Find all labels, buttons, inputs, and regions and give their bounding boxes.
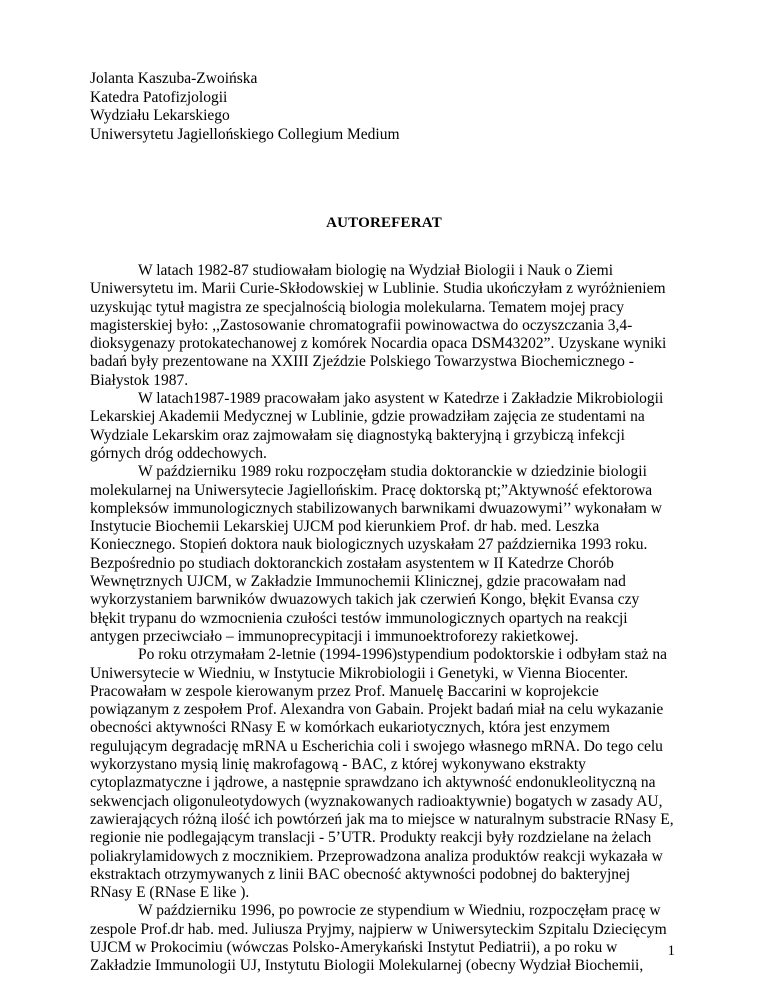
body-line: W październiku 1989 roku rozpoczęłam studia doktoranckie w dziedzinie biologii <box>138 463 647 481</box>
author-block <box>90 70 400 144</box>
body-line: kompleksów immunologicznych stabilizowanych barwnikami dwuazowymi’’ wykonałam w <box>90 499 662 517</box>
body-line: Pracowałam w zespole kierowanym przez Prof. Manuelę Baccarini w koprojekcie <box>90 682 599 700</box>
faculty-line: Wydziału Lekarskiego <box>90 107 230 124</box>
body-line: Po roku otrzymałam 2-letnie (1994-1996)stypendium podoktorskie i odbyłam staż na <box>138 646 668 664</box>
body-line: uzyskując tytuł magistra ze specjalnością biologia molekularna. Tematem mojej pracy <box>90 298 625 316</box>
department-line: Katedra Patofizjologii <box>90 88 228 106</box>
body-line: dioksygenazy protokatechanowej z komórek Nocardia opaca DSM43202”. Uzyskane wyniki <box>90 335 667 353</box>
body-line: Lekarskiej Akademii Medycznej w Lublinie, gdzie prowadziłam zajęcia ze studentami na <box>90 408 645 426</box>
body-line: powiązanym z zespołem Prof. Alexandra von Gabain. Projekt badań miał na celu wykazanie <box>90 701 664 719</box>
body-line: zespole Prof.dr hab. med. Juliusza Pryjmy, najpierw w Uniwersyteckim Szpitalu Dziecięcym <box>90 920 667 938</box>
body-line: zawierających różną ilość ich powtórzeń jak ma to miejsce w naturalnym substracie RNasy E, <box>90 810 674 828</box>
body-line: wykorzystano mysią linię makrofagową - BAC, z której wykonywano ekstrakty <box>90 756 586 774</box>
body-line: cytoplazmatyczne i jądrowe, a następnie sprawdzano ich aktywność endonukleolityczną na <box>90 774 656 792</box>
body-line: Uniwersytetu im. Marii Curie-Skłodowskiej w Lublinie. Studia ukończyłam z wyróżnieniem <box>90 280 666 298</box>
body-line: Bezpośrednio po studiach doktoranckich zostałam asystentem w II Katedrze Chorób <box>90 554 614 572</box>
body-line: badań były prezentowane na XXIII Zjeździe Polskiego Towarzystwa Biochemicznego - <box>90 353 634 371</box>
body-line: W październiku 1996, po powrocie ze stypendium w Wiedniu, rozpoczęłam pracę w <box>138 902 661 920</box>
body-line: Wewnętrznych UJCM, w Zakładzie Immunochemii Klinicznej, gdzie pracowałam nad <box>90 573 626 591</box>
body-line: UJCM w Prokocimiu (wówczas Polsko-Amerykański Instytut Pediatrii), a po roku w <box>90 938 618 956</box>
body-line: Białystok 1987. <box>90 371 189 389</box>
body-line: sekwencjach oligonuleotydowych (wyznakowanych radioaktywnie) bogatych w zasady AU, <box>90 792 663 810</box>
body-line: antygen przeciwciało – immunoprecypitacji i immunoektroforezy rakietkowej. <box>90 627 579 645</box>
body-line: molekularnej na Uniwersytecie Jagiellońskim. Pracę doktorską pt;”Aktywność efektorowa <box>90 481 653 499</box>
author-name: Jolanta Kaszuba-Zwoińska <box>90 70 258 87</box>
document-title: AUTOREFERAT <box>326 215 442 231</box>
body-line: ekstraktach otrzymywanych z linii BAC obecność aktywności podobnej do bakteryjnej <box>90 865 631 883</box>
document-body <box>90 262 690 976</box>
body-line: RNasy E (RNase E like ). <box>90 884 250 902</box>
body-line: błękit trypanu do wzmocnienia czułości testów immunologicznych opartych na reakcji <box>90 609 628 627</box>
body-line: Uniwersytecie w Wiedniu, w Instytucie Mikrobiologii i Genetyki, w Vienna Biocenter. <box>90 664 629 682</box>
body-line: regionie nie podlegającym translacji - 5’UTR. Produkty reakcji były rozdzielane na żelach <box>90 829 652 847</box>
body-line: W latach1987-1989 pracowałam jako asystent w Katedrze i Zakładzie Mikrobiologii <box>138 390 664 408</box>
body-line: poliakrylamidowych z mocznikiem. Przeprowadzona analiza produktów reakcji wykazała w <box>90 847 663 865</box>
body-line: Zakładzie Immunologii UJ, Instytutu Biologii Molekularnej (obecny Wydział Biochemii, <box>90 957 644 975</box>
body-line: Wydziale Lekarskim oraz zajmowałam się diagnostyką bakteryjną i grzybiczą infekcji <box>90 426 625 444</box>
body-line: magisterskiej było: ,,Zastosowanie chromatografii powinowactwa do oczyszczania 3,4- <box>90 316 633 334</box>
body-line: obecności aktywności RNasy E w komórkach eukariotycznych, która jest enzymem <box>90 719 610 737</box>
body-line: W latach 1982-87 studiowałam biologię na Wydział Biologii i Nauk o Ziemi <box>138 262 614 279</box>
body-line: wykorzystaniem barwników dwuazowych takich jak czerwień Kongo, błękit Evansa czy <box>90 591 640 609</box>
body-line: górnych dróg oddechowych. <box>90 444 267 462</box>
university-line: Uniwersytetu Jagiellońskiego Collegium Medium <box>90 125 400 143</box>
body-line: regulującym degradację mRNA u Escherichia coli i swojego własnego mRNA. Do tego celu <box>90 737 663 755</box>
page-number: 1 <box>667 943 675 959</box>
body-line: Koniecznego. Stopień doktora nauk biologicznych uzyskałam 27 października 1993 roku. <box>90 536 648 554</box>
body-line: Instytucie Biochemii Lekarskiej UJCM pod kierunkiem Prof. dr hab. med. Leszka <box>90 518 600 536</box>
